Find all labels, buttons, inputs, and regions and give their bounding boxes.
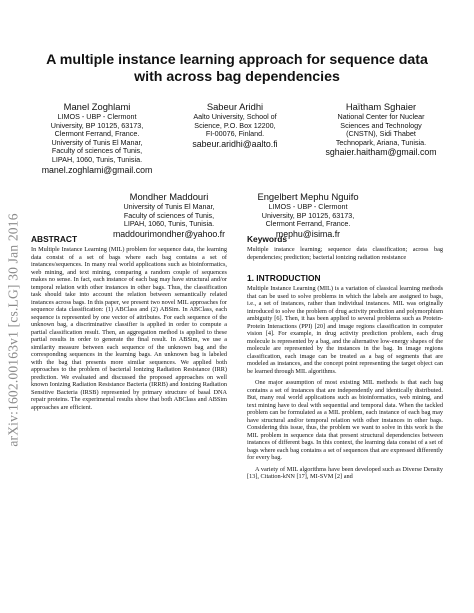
- author-email: mephu@isima.fr: [275, 228, 341, 239]
- abstract-heading: ABSTRACT: [31, 234, 78, 244]
- affiliation-line: Aalto University, School of: [193, 112, 277, 121]
- author-block-sghaier: [306, 101, 456, 157]
- affiliation-line: Clermont Ferrand, France.: [265, 219, 351, 229]
- keywords-body: [247, 246, 443, 265]
- author-block-maddouri: [94, 191, 244, 239]
- affiliation-line: National Center for Nuclear: [337, 112, 425, 121]
- author-block-mephu-nguifo: [238, 191, 378, 239]
- affiliation-line: LIMOS - UBP - Clermont: [57, 112, 137, 121]
- author-block-zoghlami: [22, 101, 172, 175]
- author-email: sghaier.haitham@gmail.com: [325, 147, 437, 158]
- author-name: Sabeur Aridhi: [206, 101, 264, 112]
- affiliation-line: Clermont Ferrand, France.: [54, 129, 140, 139]
- author-name: Mondher Maddouri: [129, 191, 209, 202]
- affiliation-line: Faculty of sciences of Tunis,: [123, 210, 215, 220]
- author-block-aridhi: [165, 101, 305, 149]
- keywords-heading: Keywords: [247, 234, 288, 244]
- author-email: sabeur.aridhi@aalto.fi: [192, 138, 278, 149]
- affiliation-line: Sciences and Technology: [340, 120, 422, 130]
- affiliation-line: LIPAH, 1060, Tunis, Tunisia.: [51, 154, 143, 164]
- abstract-body: [31, 246, 227, 415]
- intro-paragraph: Multiple Instance Learning (MIL) is a variation of classical learning methods that can be used to solve problems in which the labels are assigned to bags, i.e., a set of instances, rather than individual instances. MIL was originally introduced to solve the problem of drug activity prediction and polymorphism ambiguity [6]. Then, it has been applied to several problems such as Protein-Protein Interactions (PPI) [20] and image regions classification in computer vision [4]. For example, in drug activity prediction problem, each drug molecule is represented by a bag, and the alternative low-energy shapes of the molecule are represented by the instances in the bag. In image regions classification, each image can be treated as a bag of segments that are modeled as instances, and the concept point representing the target object can be learned through MIL algorithms.: [247, 285, 443, 375]
- affiliation-line: (CNSTN), Sidi Thabet: [346, 129, 416, 139]
- author-email: maddourimondher@yahoo.fr: [112, 228, 226, 239]
- affiliation-line: University of Tunis El Manar,: [51, 137, 143, 147]
- arxiv-id-text: arXiv:1602.00163v1 [cs.LG] 30 Jan 2016: [6, 213, 22, 447]
- affiliation-line: Faculty of sciences of Tunis,: [51, 146, 143, 156]
- affiliation-line: LIPAH, 1060, Tunis, Tunisia.: [123, 219, 215, 229]
- affiliation-line: Technopark, Ariana, Tunisia.: [335, 137, 427, 147]
- affiliation-line: FI-00076, Finland.: [205, 129, 265, 139]
- author-name: Engelbert Mephu Nguifo: [257, 191, 359, 202]
- arxiv-identifier-stamp: [2, 180, 26, 480]
- paper-title: [30, 52, 444, 86]
- author-name: Manel Zoghlami: [63, 101, 131, 112]
- affiliation-line: University of Tunis El Manar,: [123, 202, 215, 211]
- abstract-text: In Multiple Instance Learning (MIL) problem for sequence data, the learning data consist of a set of bags where each bag contains a set of instances/sequences. In many real world applications such as bioinformatics, web mining, and text mining, comparing a random couple of sequences makes no sense. In fact, each instance of each bag may have structural and/or temporal relation with other instances in other bags. Thus, the classification task should take into account the relation between semantically related instances across bags. In this paper, we present two novel MIL approaches for sequence data classification: (1) ABClass and (2) ABSim. In ABClass, each sequence is represented by one vector of attributes. For each sequence of the unknown bag, a discriminative classifier is applied in order to compute a partial classification result. Then, an aggregation method is applied to these partial results in order to generate the final result. In ABSim, we use a similarity measure between each sequence of the unknown bag and the corresponding sequences in the learning bags. An unknown bag is labeled with the bag that presents more similar sequences. We applied both approaches to the problem of bacterial Ionizing Radiation Resistance (IRR) prediction. We evaluated and discussed the proposed approaches on well known Ionizing Radiation Resistance Bacteria (IRRB) and Ionizing Radiation Sensitive Bacteria (IRSB) represented by primary structure of basal DNA repair proteins. The experimental results show that both ABClass and ABSim approaches are efficient.: [31, 246, 227, 411]
- affiliation-line: University, BP 10125, 63173,: [50, 120, 144, 130]
- intro-paragraph: One major assumption of most existing MIL methods is that each bag contains a set of instances that are independently and identically distributed. But, many real world applications such as bioinformatics, web mining, and text mining have to deal with sequential and temporal data. When the tackled problem can be formulated as a MIL problem, each instance of each bag may have structural and/or temporal relation with other instances in other bags. Considering this issue, thus, the problem we want to solve in this work is the MIL problem in sequence data that present structural dependencies between instances of different bags. In this context, the learning data consist of a set of bags where each bag contains a set of sequences that are expressed differently for every bag.: [247, 379, 443, 461]
- title-line-1: A multiple instance learning approach for sequence data: [46, 52, 428, 68]
- affiliation-line: University, BP 10125, 63173,: [261, 210, 355, 220]
- author-email: manel.zoghlami@gmail.com: [41, 164, 153, 175]
- keywords-text: Multiple instance learning; sequence data classification; across bag dependencies; prediction; bacterial ionizing radiation resistance: [247, 246, 443, 261]
- title-line-2: with across bag dependencies: [134, 69, 340, 85]
- author-name: Haïtham Sghaier: [345, 101, 417, 112]
- introduction-heading: 1. INTRODUCTION: [247, 273, 321, 283]
- intro-paragraph: A variety of MIL algorithms have been developed such as Diverse Density [13], Citation-kNN [17], MI-SVM [2] and: [247, 465, 443, 480]
- introduction-body: [247, 285, 443, 485]
- affiliation-line: LIMOS - UBP - Clermont: [268, 202, 348, 211]
- affiliation-line: Science, P.O. Box 12200,: [194, 120, 276, 130]
